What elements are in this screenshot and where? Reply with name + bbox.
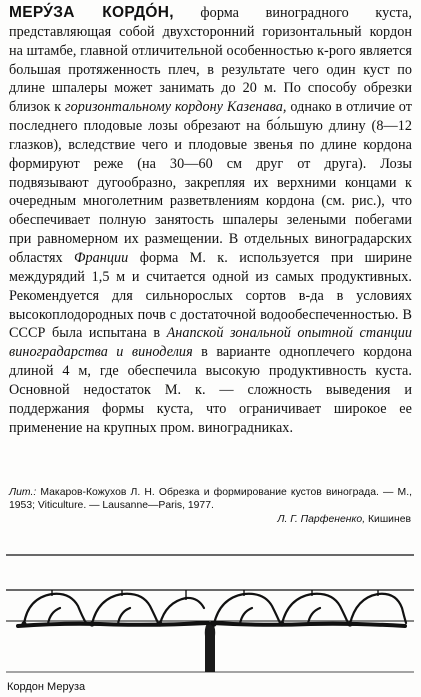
article-paragraph [9,4,412,437]
fruiting-canes-left [24,594,204,624]
literature-text: Макаров-Кожухов Л. Н. Обрезка и формирование кустов винограда. — М., 1953; Viticulture. — Lausanne—Paris, 1977. [9,487,412,512]
article-body [9,4,412,437]
cross-reference-kazenav-cordon[interactable]: горизонтальному кордону Казенава, [64,99,287,116]
cordon-arm-left [18,623,208,626]
fruiting-canes-right [214,594,406,624]
article-text-4: в варианте одноплечего кордона длиной 4 м, где обеспечила высокую продуктивность куста. Основной недостаток М. к. — сложность выведения и поддержания формы куста, что ограничивает широкое ее применение на крупных пром. виноградниках. [9,344,412,436]
article-text-3: форма М. к. используется при ширине междурядий 1,5 м и считается одной из самых продуктивных. Рекомендуется для сильнорослых сортов в-да в условиях высокоплодородных почв с достаточной водообеспеченностью. В СССР была испытана в [9,249,413,342]
cordon-illustration [0,528,421,678]
figure-caption: Кордон Меруза [7,681,86,693]
article-text-2: однако в отличие от последнего плодовые лозы обрезают на бо́льшую длину (8—12 глазков), вследствие чего и плодовые звенья по длине кордона формируют реже (на 30—60 см друг от друга). Лозы подвязывают дугообразно, закрепляя их верхними концами к очередным многолетним разветвлениям кордона (см. рис.), что обеспечивает полную занятость шпалеры зелеными побегами при равномерном их размещении. В отдельных виноградарских областях [9,99,412,266]
vine-trunk [205,622,215,672]
author-city: Кишинев [365,514,411,525]
literature-label: Лит.: [9,487,37,498]
article-author [277,513,411,526]
author-name: Л. Г. Парфененко, [277,514,366,525]
literature-references [9,486,412,513]
article-headword: МЕРУ́ЗА КОРДО́Н, [9,4,174,21]
article-text-1: форма виноградного куста, представляющая собой двухсторонний горизонтальный кордон на штамбе, главной отличительной особенностью к-рого является большая протяженность плеч, в результате чего один куст по длине шпалеры может занимать до 20 м. По способу обрезки близок к [9,5,412,116]
cross-reference-france[interactable]: Франции [74,249,129,266]
cross-reference-anapa-station[interactable]: Анапской зональной опытной станции виноградарства и виноделия [9,325,412,361]
